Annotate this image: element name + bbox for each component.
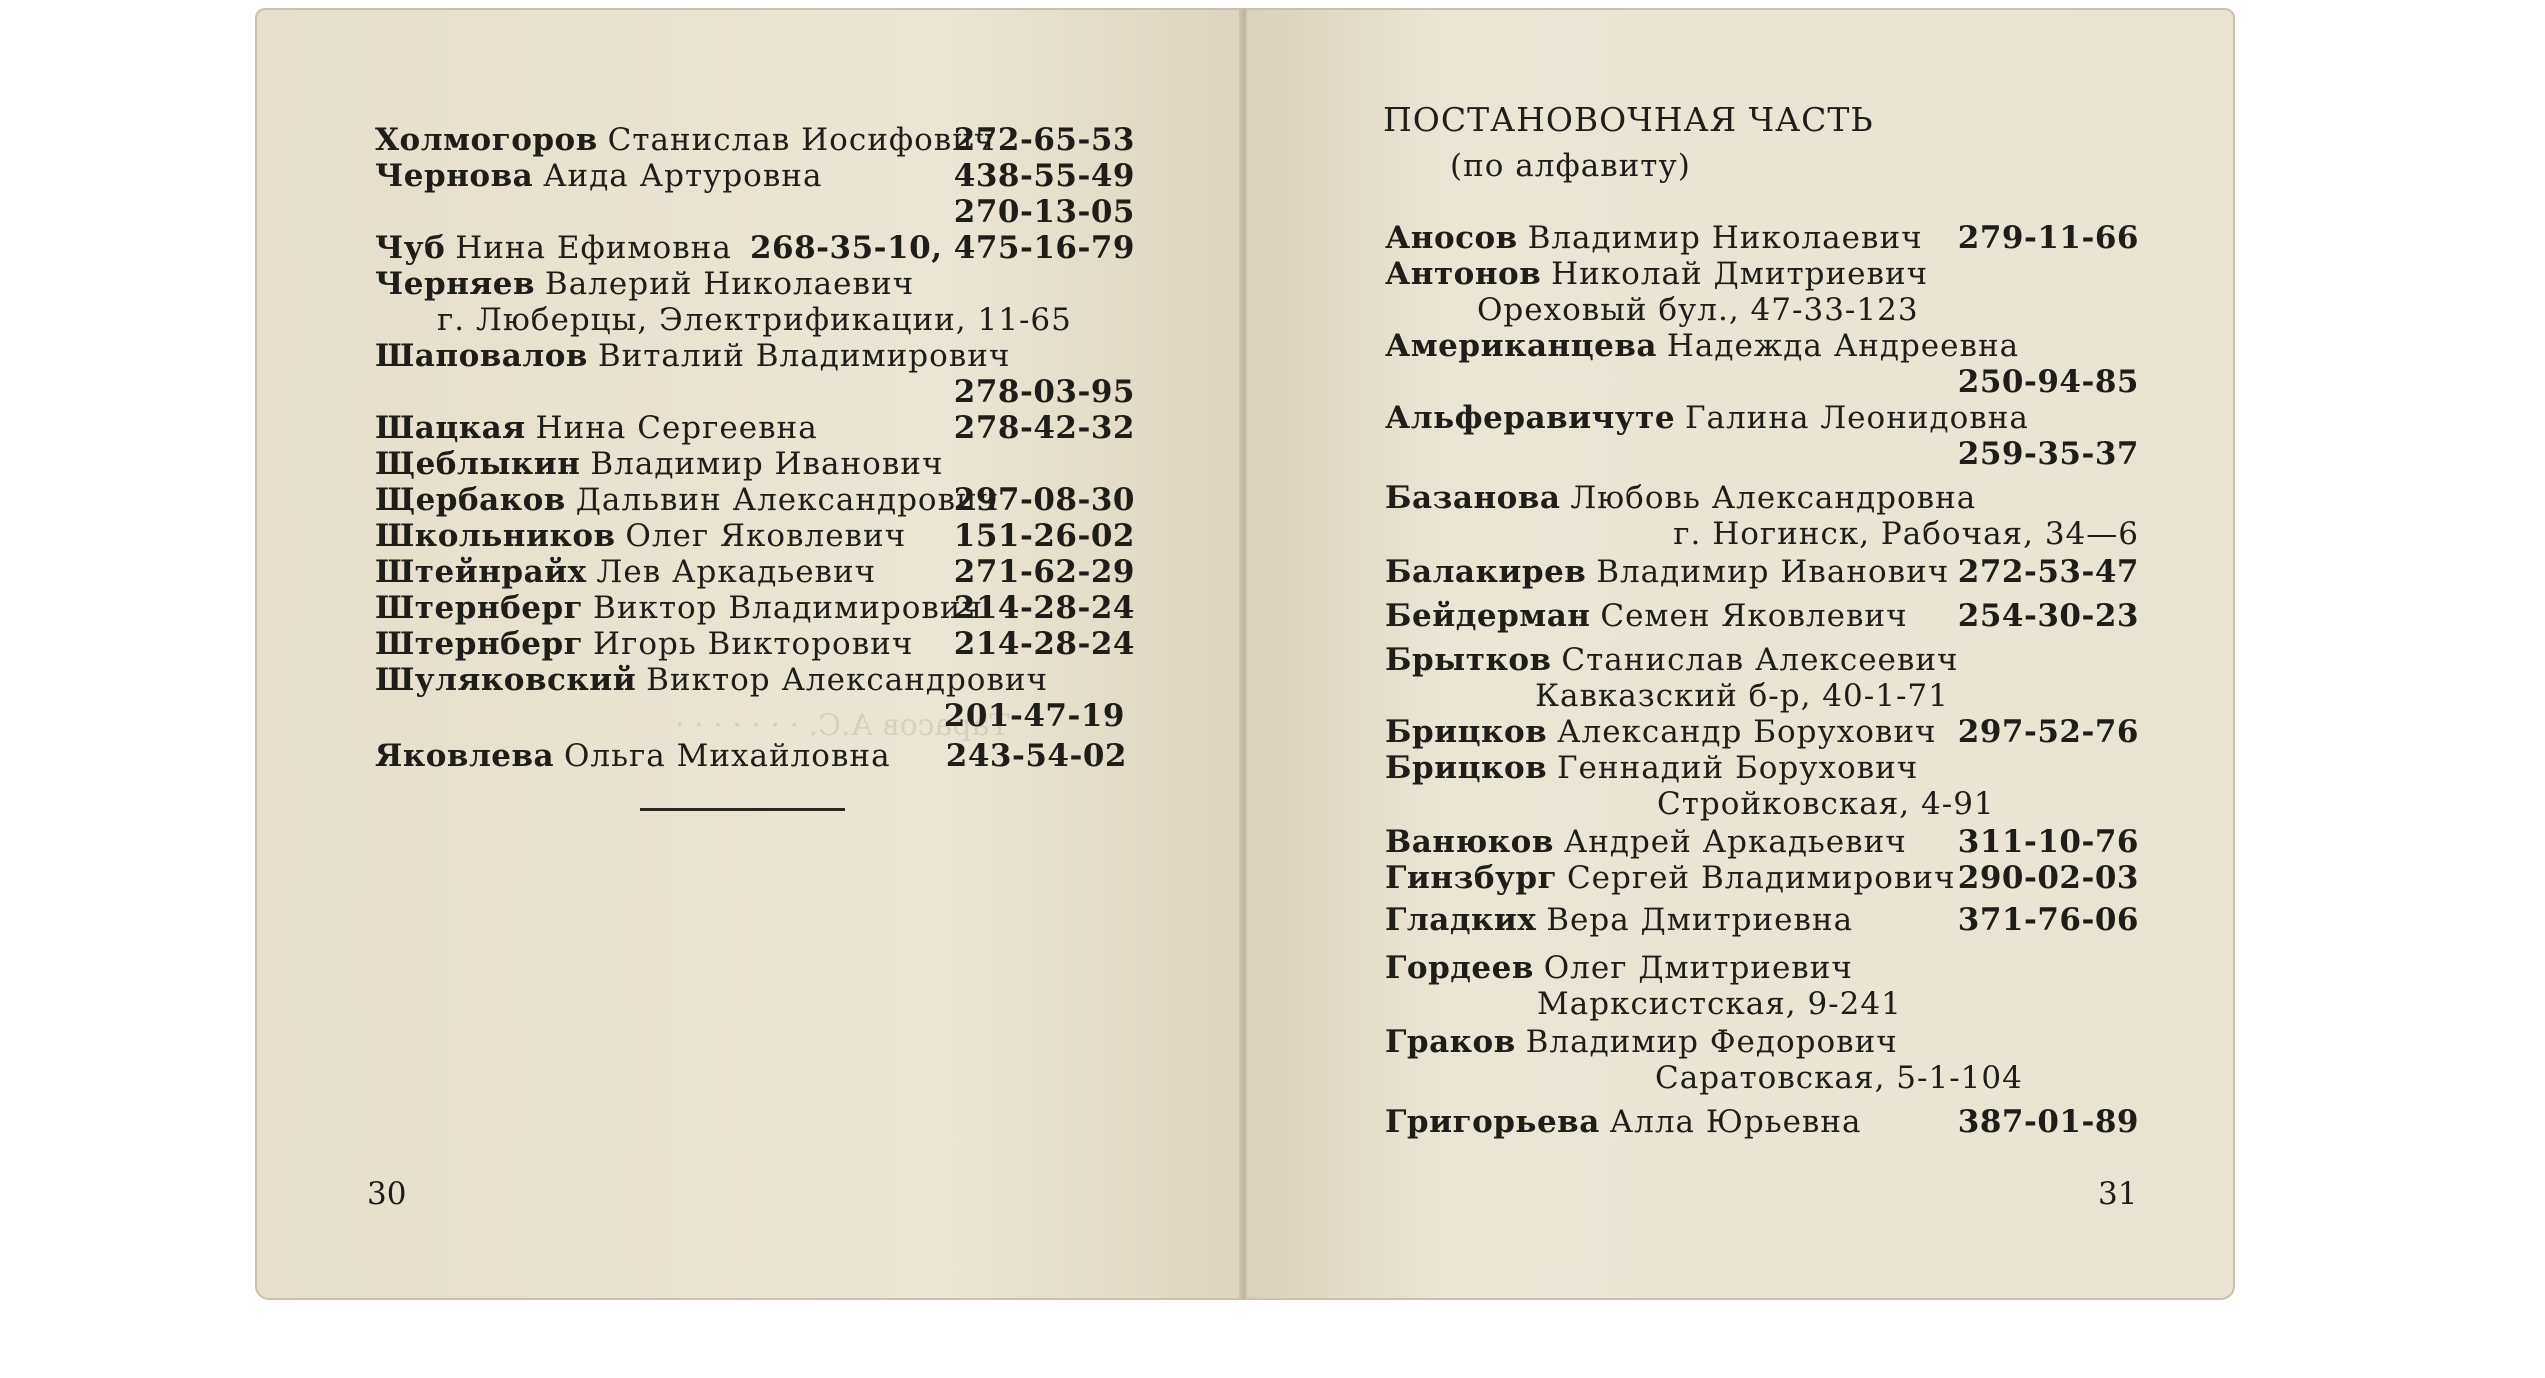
directory-entry <box>1385 480 2139 516</box>
entry-phone: 259-35-37 <box>1957 436 2139 472</box>
entry-given-name: Аида Артуровна <box>543 158 823 194</box>
entry-surname: Чернова <box>375 158 534 194</box>
directory-entry <box>1385 1024 2139 1060</box>
entry-given-name: Галина Леонидовна <box>1684 400 2029 436</box>
entry-given-name: Станислав Алексеевич <box>1561 642 1959 678</box>
entry-address: Стройковская, 4-91 <box>1657 786 1995 822</box>
entry-phone: 151-26-02 <box>953 518 1135 554</box>
entry-given-name: Владимир Иванович <box>1596 554 1950 590</box>
entry-surname: Гладких <box>1385 902 1537 938</box>
entry-given-name: Андрей Аркадьевич <box>1563 824 1907 860</box>
directory-entry <box>1385 860 2139 896</box>
entry-given-name: Любовь Александровна <box>1570 480 1977 516</box>
entry-surname: Брицков <box>1385 750 1548 786</box>
entry-given-name: Геннадий Борухович <box>1557 750 1919 786</box>
entry-phone: 214-28-24 <box>953 626 1135 662</box>
directory-entry <box>1385 750 2139 786</box>
directory-entry <box>1385 554 2139 590</box>
page-number-right: 31 <box>2098 1176 2138 1212</box>
entry-phone: 201-47-19 <box>943 698 1125 734</box>
entry-given-name: Лев Аркадьевич <box>596 554 877 590</box>
directory-entry <box>375 662 1135 698</box>
entry-given-name: Игорь Викторович <box>593 626 914 662</box>
entry-given-name: Владимир Иванович <box>590 446 944 482</box>
directory-entry <box>1385 256 2139 292</box>
entry-surname: Шаповалов <box>375 338 588 374</box>
entry-surname: Гинзбург <box>1385 860 1558 896</box>
entry-surname: Штернберг <box>375 590 584 626</box>
entry-given-name: Дальвин Александрович <box>575 482 1000 518</box>
entry-given-name: Виталий Владимирович <box>597 338 1011 374</box>
entry-given-name: Нина Ефимовна <box>455 230 732 266</box>
directory-entry <box>375 554 1135 590</box>
entry-surname: Шуляковский <box>375 662 637 698</box>
directory-entry <box>1385 950 2139 986</box>
entry-given-name: Ольга Михайловна <box>564 738 891 774</box>
directory-entry <box>375 446 1135 482</box>
entry-phone: 371-76-06 <box>1957 902 2139 938</box>
entry-address: г. Ногинск, Рабочая, 34—6 <box>1673 516 2139 552</box>
entry-surname: Холмогоров <box>375 122 598 158</box>
entry-surname: Школьников <box>375 518 616 554</box>
entry-surname: Щербаков <box>375 482 566 518</box>
entry-phone: 290-02-03 <box>1957 860 2139 896</box>
entry-phone: 271-62-29 <box>953 554 1135 590</box>
directory-entry <box>375 410 1135 446</box>
entry-given-name: Александр Борухович <box>1557 714 1937 750</box>
entry-phone: 214-28-24 <box>953 590 1135 626</box>
directory-entry <box>375 266 1135 302</box>
bleed-through-text: Тарасов А.С. · · · · · · · <box>675 708 1010 743</box>
entry-surname: Бейдерман <box>1385 598 1591 634</box>
entry-given-name: Олег Яковлевич <box>625 518 907 554</box>
entry-phone: 387-01-89 <box>1957 1104 2139 1140</box>
directory-entry <box>1385 598 2139 634</box>
entry-phone: 272-65-53 <box>953 122 1135 158</box>
entry-phone: 250-94-85 <box>1957 364 2139 400</box>
page-number-left: 30 <box>367 1176 407 1212</box>
directory-entry <box>375 158 1135 194</box>
entry-surname: Черняев <box>375 266 536 302</box>
directory-entry <box>375 122 1135 158</box>
directory-entry <box>375 590 1135 626</box>
entry-given-name: Алла Юрьевна <box>1609 1104 1862 1140</box>
entry-phone: 297-52-76 <box>1957 714 2139 750</box>
entry-phone: 270-13-05 <box>953 194 1135 230</box>
open-booklet <box>255 8 2235 1300</box>
directory-entry <box>375 230 1135 266</box>
entry-given-name: Станислав Иосифович <box>607 122 996 158</box>
entry-given-name: Нина Сергеевна <box>535 410 818 446</box>
entry-address: Кавказский б-р, 40-1-71 <box>1535 678 1949 714</box>
entry-phone: 279-11-66 <box>1957 220 2139 256</box>
section-divider-rule <box>640 808 845 811</box>
entry-surname: Щеблыкин <box>375 446 581 482</box>
entry-given-name: Виктор Владимирович <box>593 590 983 626</box>
entry-surname: Штернберг <box>375 626 584 662</box>
entry-phone: 243-54-02 <box>945 738 1127 774</box>
entry-address: Ореховый бул., 47-33-123 <box>1477 292 1919 328</box>
directory-entry <box>375 518 1135 554</box>
entry-phone: 278-42-32 <box>953 410 1135 446</box>
directory-entry <box>1385 714 2139 750</box>
entry-surname: Гордеев <box>1385 950 1534 986</box>
entry-given-name: Надежда Андреевна <box>1666 328 2020 364</box>
directory-entry <box>1385 902 2139 938</box>
left-page <box>255 8 1245 1300</box>
entry-given-name: Вера Дмитриевна <box>1546 902 1854 938</box>
entry-surname: Шацкая <box>375 410 526 446</box>
directory-entry <box>375 338 1135 374</box>
right-page <box>1245 8 2235 1300</box>
section-heading: ПОСТАНОВОЧНАЯ ЧАСТЬ <box>1383 100 1874 139</box>
entry-surname: Альферавичуте <box>1385 400 1676 436</box>
section-subheading: (по алфавиту) <box>1450 148 1691 184</box>
entry-phone: 297-08-30 <box>953 482 1135 518</box>
entry-surname: Брицков <box>1385 714 1548 750</box>
entry-given-name: Валерий Николаевич <box>544 266 915 302</box>
directory-entry <box>375 738 1127 774</box>
entry-given-name: Владимир Николаевич <box>1527 220 1923 256</box>
directory-entry <box>375 626 1135 662</box>
entry-address: Саратовская, 5-1-104 <box>1655 1060 2023 1096</box>
entry-surname: Граков <box>1385 1024 1516 1060</box>
entry-phone: 268-35-10, 475-16-79 <box>749 230 1135 266</box>
entry-surname: Антонов <box>1385 256 1542 292</box>
directory-entry <box>1385 400 2139 436</box>
entry-surname: Чуб <box>375 230 446 266</box>
directory-entry <box>1385 642 2139 678</box>
directory-entry <box>1385 220 2139 256</box>
entry-phone: 311-10-76 <box>1957 824 2139 860</box>
directory-entry <box>1385 328 2139 364</box>
entry-given-name: Олег Дмитриевич <box>1543 950 1853 986</box>
entry-phone: 278-03-95 <box>953 374 1135 410</box>
entry-given-name: Сергей Владимирович <box>1566 860 1956 896</box>
entry-surname: Базанова <box>1385 480 1561 516</box>
directory-entry <box>1385 824 2139 860</box>
entry-given-name: Виктор Александрович <box>646 662 1049 698</box>
entry-phone: 438-55-49 <box>953 158 1135 194</box>
directory-entry <box>375 482 1135 518</box>
entry-phone: 272-53-47 <box>1957 554 2139 590</box>
entry-address: Марксистская, 9-241 <box>1537 986 1902 1022</box>
entry-address: г. Люберцы, Электрификации, 11-65 <box>437 302 1072 338</box>
entry-surname: Григорьева <box>1385 1104 1600 1140</box>
directory-entry <box>1385 1104 2139 1140</box>
entry-surname: Брытков <box>1385 642 1552 678</box>
entry-surname: Балакирев <box>1385 554 1587 590</box>
entry-surname: Штейнрайх <box>375 554 587 590</box>
entry-given-name: Николай Дмитриевич <box>1551 256 1929 292</box>
entry-surname: Яковлева <box>375 738 555 774</box>
entry-given-name: Владимир Федорович <box>1525 1024 1898 1060</box>
entry-surname: Аносов <box>1385 220 1518 256</box>
entry-surname: Американцева <box>1385 328 1657 364</box>
entry-given-name: Семен Яковлевич <box>1600 598 1908 634</box>
entry-phone: 254-30-23 <box>1957 598 2139 634</box>
entry-surname: Ванюков <box>1385 824 1554 860</box>
